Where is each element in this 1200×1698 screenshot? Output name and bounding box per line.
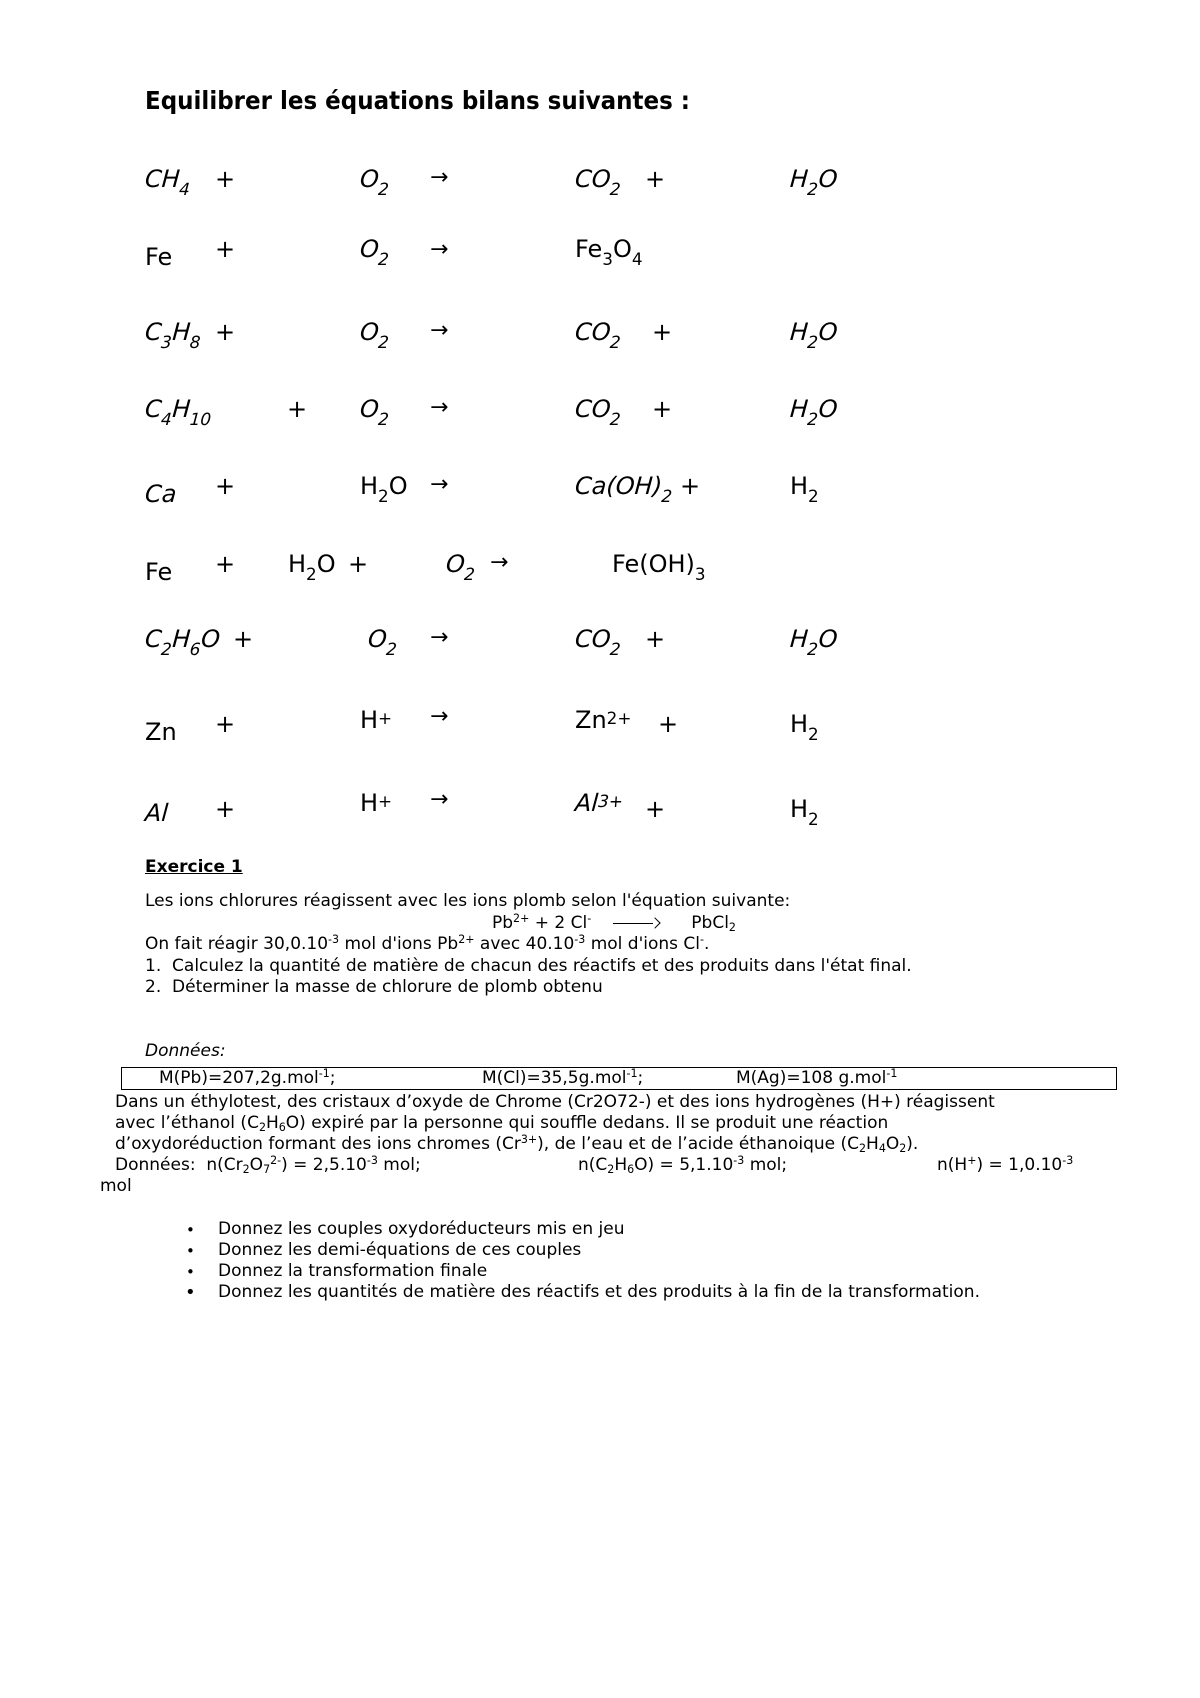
reactant: $O_2$	[359, 165, 390, 199]
plus-sign: +	[645, 625, 666, 653]
product: $H_2$	[790, 710, 819, 744]
product: $Ca(OH)_2$	[574, 472, 673, 506]
plus-sign: +	[287, 395, 308, 423]
plus-sign: +	[215, 318, 236, 346]
plus-sign: +	[215, 710, 236, 738]
reactant: $O_2$	[367, 625, 398, 659]
page-title: Equilibrer les équations bilans suivantes :	[145, 86, 690, 115]
molar-mass-pb: M(Pb)=207,2g.mol$^{-1}$;	[159, 1066, 336, 1088]
list-item: Donnez les quantités de matière des réactifs et des produits à la fin de la transformation.	[218, 1282, 980, 1302]
product: $H_2O$	[789, 165, 839, 199]
reaction-arrow: →	[430, 237, 449, 262]
equation-row	[0, 472, 1200, 532]
reactant: Fe	[145, 243, 173, 271]
exercise2-n-ethanol: $n(C_2H_6O) = 5,1.10^{-3}$ mol;	[578, 1153, 788, 1176]
exercise2-donnees: Données: $n(Cr_2O_7^{2-}) = 2,5.10^{-3}$ mol;	[115, 1153, 421, 1176]
reaction-arrow: →	[430, 165, 449, 190]
reactant: H+	[360, 789, 393, 817]
plus-sign: +	[652, 395, 673, 423]
exercise2-line3: d’oxydoréduction formant des ions chromes $(Cr^{3+})$, de l’eau et de l’acide éthanoique $(C_2H_4O_2)$.	[115, 1132, 919, 1155]
bullet-icon: •	[185, 1282, 196, 1303]
plus-sign: +	[215, 472, 236, 500]
molar-mass-ag: M(Ag)=108 g.mol$^{-1}$	[736, 1066, 898, 1088]
plus-sign: +	[215, 795, 236, 823]
product: $H_2O$	[789, 395, 839, 429]
exercise2-line1: Dans un éthylotest, des cristaux d’oxyde de Chrome (Cr2O72-) et des ions hydrogènes (H+) réagissent	[115, 1092, 995, 1112]
reactant: $O_2$	[359, 235, 390, 269]
plus-sign: +	[215, 550, 236, 578]
plus-sign: +	[645, 165, 666, 193]
reactant: $C_3H_8$	[144, 318, 202, 352]
reactant: $C_2H_6O$	[144, 625, 222, 659]
reaction-arrow: →	[430, 787, 449, 812]
reaction-arrow: →	[430, 395, 449, 420]
reactant: H+	[360, 706, 393, 734]
bullet-icon: •	[186, 1242, 195, 1260]
product: $CO_2$	[574, 625, 622, 659]
exercise-heading: Exercice 1	[145, 857, 243, 877]
product: $Fe(OH)_3$	[612, 550, 706, 584]
product: $Al^{3+}$	[574, 789, 624, 817]
bullet-icon: •	[186, 1221, 195, 1239]
equation-row	[0, 235, 1200, 303]
reactant: $O_2$	[359, 395, 390, 429]
reactant: Zn	[145, 718, 177, 746]
reactant: $O_2$	[445, 550, 476, 584]
question-1: 1. Calculez la quantité de matière de chacun des réactifs et des produits dans l'état final.	[145, 956, 912, 976]
equation-row	[0, 625, 1200, 685]
exercise2-line2: avec l’éthanol $(C_2H_6O)$ expiré par la personne qui souffle dedans. Il se produit une réaction	[115, 1113, 889, 1134]
exercise-intro: Les ions chlorures réagissent avec les ions plomb selon l'équation suivante:	[145, 891, 791, 911]
equation-row	[0, 395, 1200, 455]
reactant: $H_2O$	[360, 472, 408, 506]
product: $H_2$	[790, 472, 819, 506]
list-item: Donnez les demi-équations de ces couples	[218, 1240, 582, 1260]
reaction-conditions: On fait réagir $30,0.10^{-3}$ mol d'ions $Pb^{2+}$ avec $40.10^{-3}$ mol d'ions Cl-.	[145, 932, 710, 954]
reaction-arrow: →	[430, 318, 449, 343]
reactant: Fe	[145, 558, 173, 586]
plus-sign: +	[652, 318, 673, 346]
plus-sign: +	[233, 625, 254, 653]
reactant: Ca	[144, 480, 178, 508]
reactant: Al	[144, 799, 170, 827]
reaction-equation: $Pb^{2+} + 2$ Cl- PbCl$_2$	[492, 911, 736, 934]
reaction-arrow: →	[430, 625, 449, 650]
product: $Zn^{2+}$	[575, 706, 632, 734]
equation-row	[0, 165, 1200, 225]
reaction-arrow: →	[430, 472, 449, 497]
exercise2-n-hydrogen: $n(H^+) = 1,0.10^{-3}$	[937, 1153, 1074, 1175]
reaction-arrow-icon	[613, 918, 659, 928]
product: $Fe_3O_4$	[575, 235, 643, 269]
reactant: $CH_4$	[144, 165, 191, 199]
question-2: 2. Déterminer la masse de chlorure de plomb obtenu	[145, 977, 603, 997]
plus-sign: +	[348, 550, 369, 578]
molar-mass-cl: M(Cl)=35,5g.mol$^{-1}$;	[482, 1066, 644, 1088]
donnees-label: Données:	[145, 1041, 226, 1061]
equation-row	[0, 787, 1200, 855]
product: $H_2O$	[789, 318, 839, 352]
product: $CO_2$	[574, 165, 622, 199]
reactant: $O_2$	[359, 318, 390, 352]
exercise2-mol-unit: mol	[100, 1176, 132, 1196]
plus-sign: +	[658, 710, 679, 738]
product: $CO_2$	[574, 318, 622, 352]
plus-sign: +	[215, 235, 236, 263]
list-item: Donnez la transformation finale	[218, 1261, 488, 1281]
equation-row	[0, 550, 1200, 610]
bullet-icon: •	[186, 1263, 195, 1281]
plus-sign: +	[215, 165, 236, 193]
plus-sign: +	[680, 472, 701, 500]
reactant: $H_2O$	[288, 550, 336, 584]
equation-row	[0, 318, 1200, 378]
product: $H_2O$	[789, 625, 839, 659]
list-item: Donnez les couples oxydoréducteurs mis en jeu	[218, 1219, 625, 1239]
product: $CO_2$	[574, 395, 622, 429]
product: $H_2$	[790, 795, 819, 829]
reactant: $C_4H_{10}$	[144, 395, 212, 429]
reaction-arrow: →	[430, 704, 449, 729]
equation-row	[0, 704, 1200, 770]
reaction-arrow: →	[490, 550, 509, 575]
plus-sign: +	[645, 795, 666, 823]
